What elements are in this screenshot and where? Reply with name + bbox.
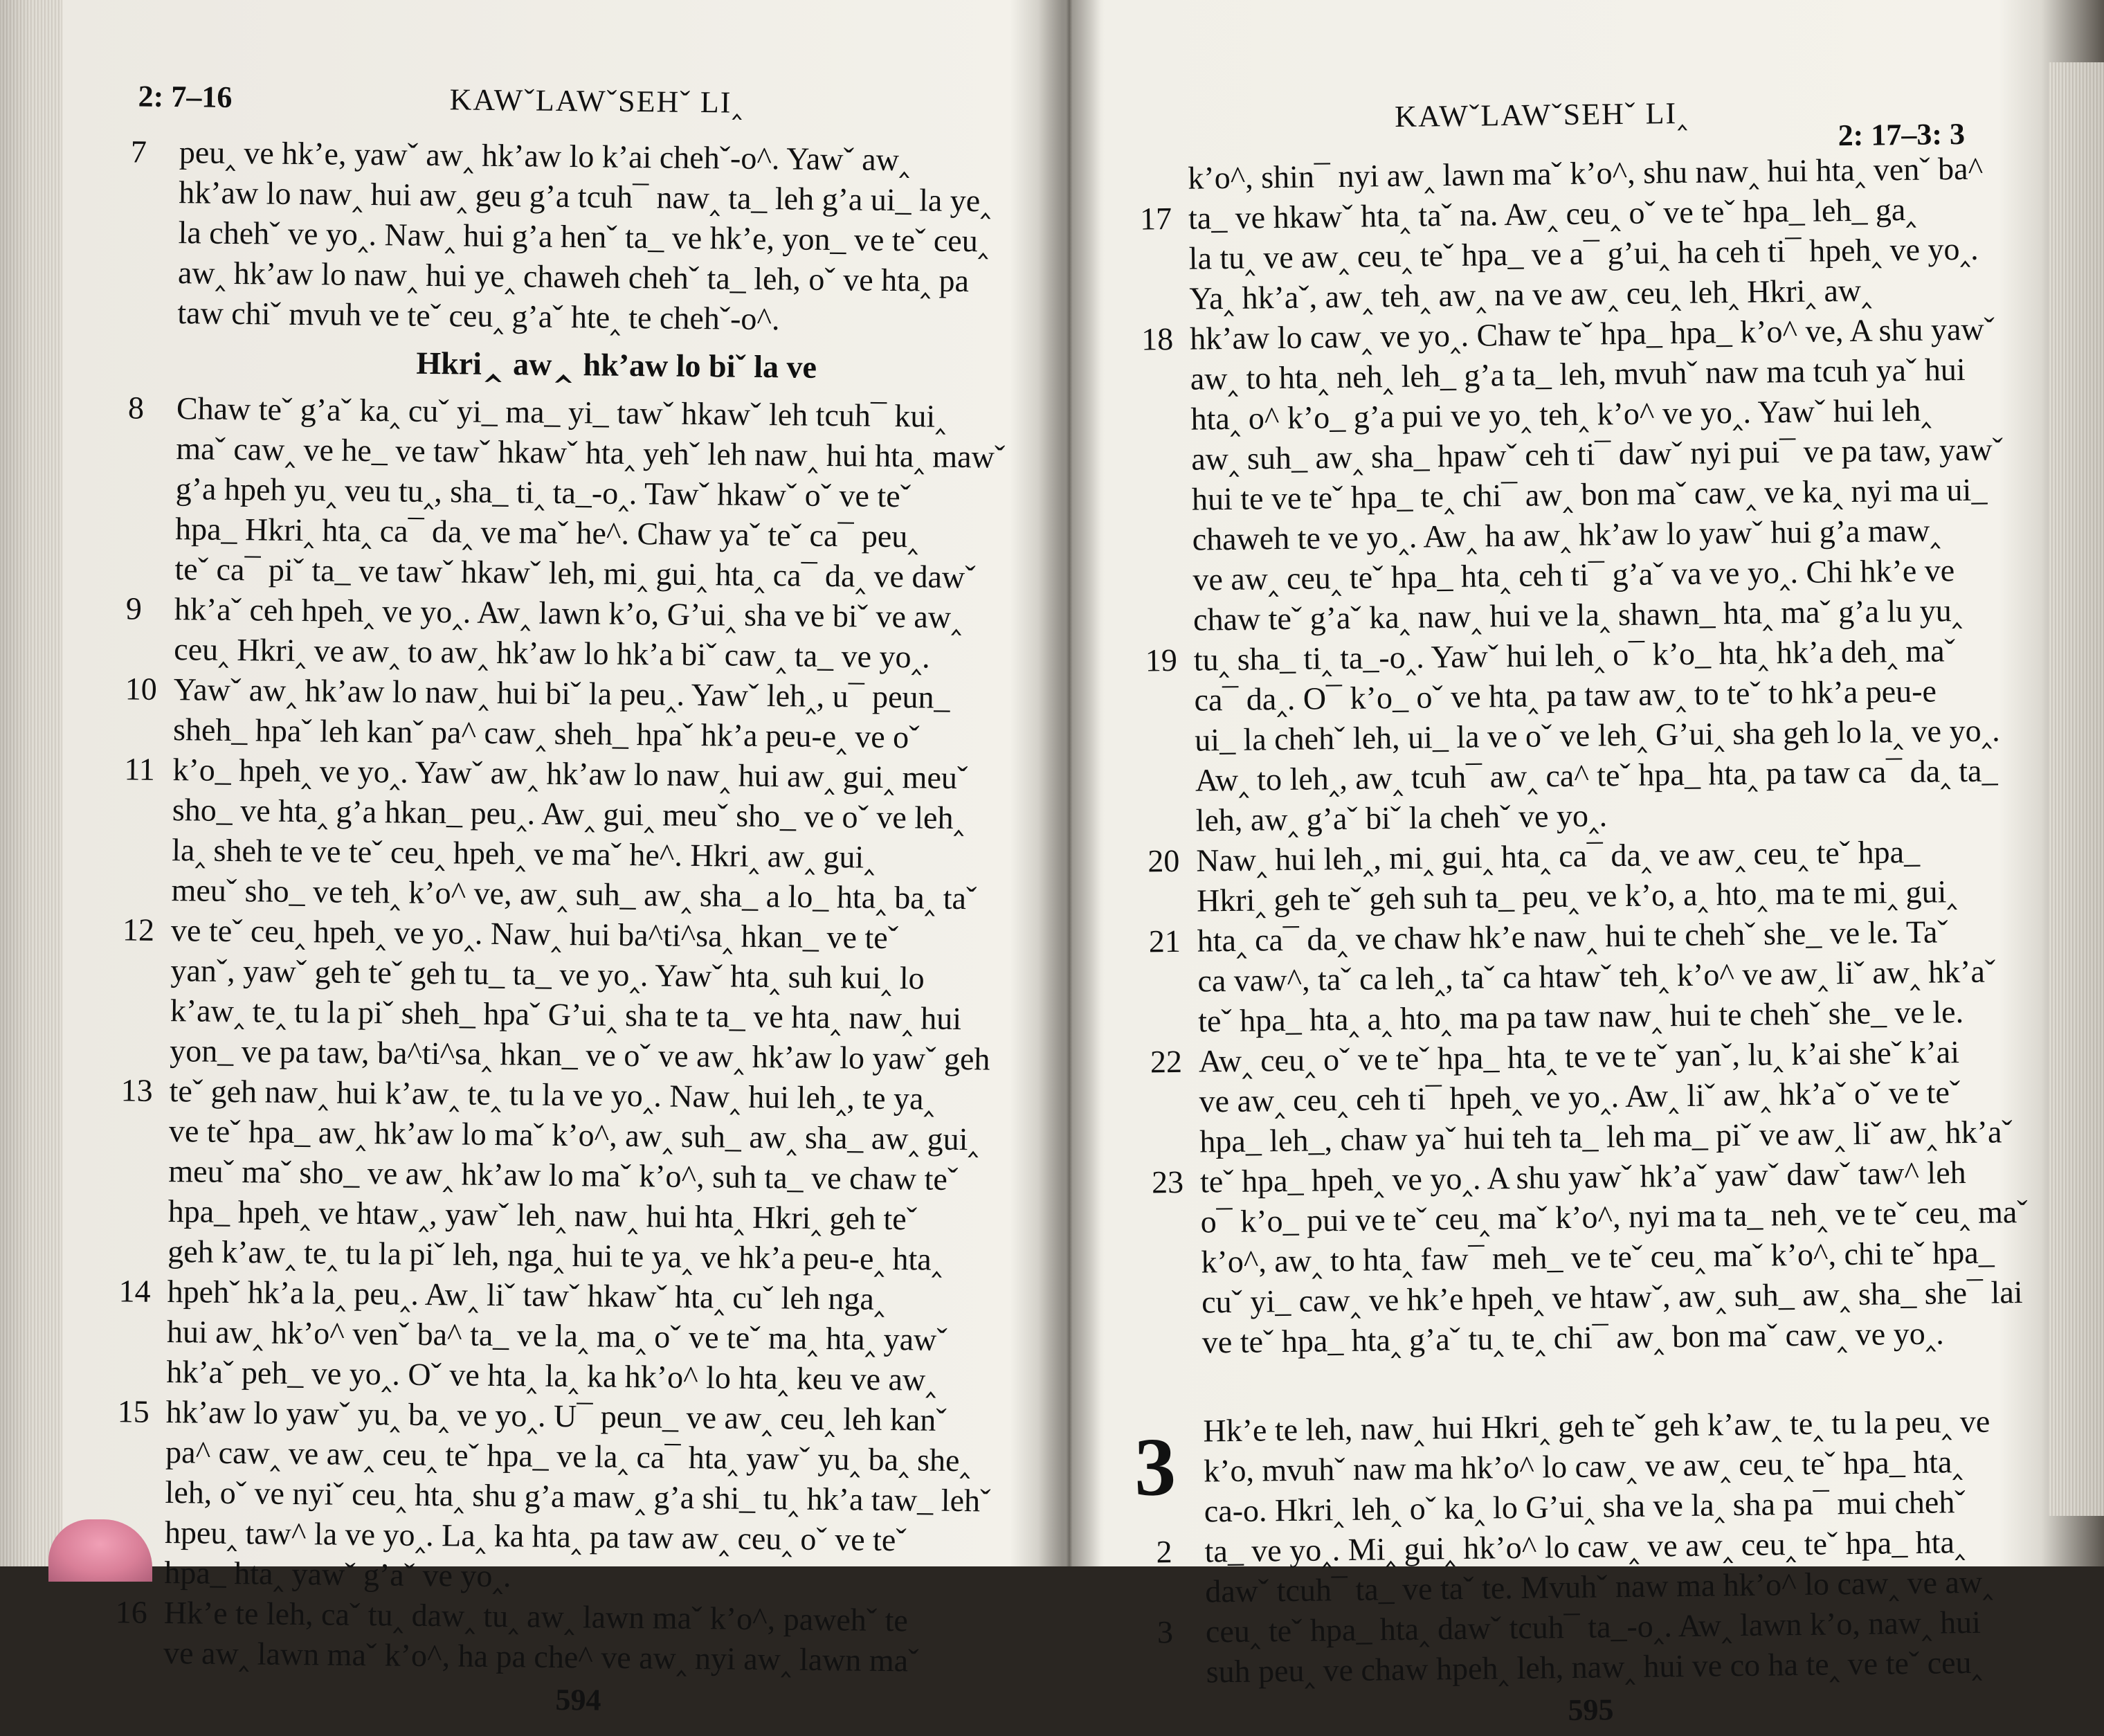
line-text: Hk’e te leh, naw‸ hui Hkri‸ geh teˇ geh k’aw‸ te‸ tu la peu‸ ve xyxy=(1203,1403,1990,1449)
verse-number: 15 xyxy=(117,1393,150,1429)
left-page xyxy=(87,76,1059,1725)
line-text: sheh_ hpaˇ leh kanˇ pa^ caw‸ sheh_ hpaˇ hk’a peu-e‸ ve oˇ xyxy=(172,712,920,755)
right-page-header xyxy=(1111,93,2032,152)
line-text: k’o^, shin¯ nyi aw‸ lawn maˇ k’o^, shu naw‸ hui hta‸ venˇ ba^ xyxy=(1188,150,1984,196)
line-text: teˇ ca¯ piˇ ta_ ve tawˇ hkawˇ leh, mi‸ gui‸ hta‸ ca¯ da‸ ve dawˇ xyxy=(174,551,976,595)
line-text: Hkri‸ geh teˇ geh suh ta_ peu‸ ve k’o, a‸ hto‸ ma te mi‸ gui‸ xyxy=(1196,874,1958,919)
line-text: maˇ caw‸ ve he_ ve tawˇ hkawˇ hta‸ yehˇ leh naw‸ hui hta‸ mawˇ xyxy=(176,431,1006,475)
left-text-block-2 xyxy=(87,388,1055,1682)
line-text: ve teˇ ceu‸ hpeh‸ ve yo‸. Naw‸ hui ba^ti^sa‸ hkan_ ve teˇ xyxy=(170,912,899,956)
chapter-3-block xyxy=(1127,1401,2051,1693)
line-text: hk’aw lo naw‸ hui aw‸ geu g’a tcuh¯ naw‸ ta_ leh g’a ui_ la ye‸ xyxy=(178,174,992,219)
line-text: ceu‸ Hkri‸ ve aw‸ to aw‸ hk’aw lo hk’a biˇ caw‸ ta_ ve yo‸. xyxy=(174,631,930,675)
line-text: k’o^, aw‸ to hta‸ faw¯ meh_ ve teˇ ceu‸ maˇ k’o^, chi teˇ hpa_ xyxy=(1201,1234,1995,1280)
line-text: la‸ sheh te ve teˇ ceu‸ hpeh‸ ve maˇ he^. Hkri‸ aw‸ gui‸ xyxy=(172,832,876,875)
line-text: chaw teˇ g’aˇ ka‸ naw‸ hui ve la‸ shawn_ hta‸ maˇ g’a lu yu‸ xyxy=(1192,593,1963,638)
line-text: hk’aw lo caw‸ ve yo‸. Chaw teˇ hpa_ hpa_ k’o^ ve, A shu yawˇ xyxy=(1189,311,1995,356)
line-text: Hk’e te leh, caˇ tu‸ daw‸ tu‸ aw‸ lawn maˇ k’o^, pawehˇ te xyxy=(163,1595,909,1638)
right-text-block-chapter-3 xyxy=(1127,1401,2051,1693)
line-text: ve aw‸ lawn maˇ k’o^, ha pa che^ ve aw‸ nyi aw‸ lawn maˇ xyxy=(163,1635,919,1679)
line-text: hk’aˇ ceh hpeh‸ ve yo‸. Aw‸ lawn k’o, G’ui‸ sha ve biˇ ve aw‸ xyxy=(174,591,962,635)
verse-number: 7 xyxy=(130,134,147,170)
line-text: k’aw‸ te‸ tu la piˇ sheh_ hpaˇ G’ui‸ sha te ta_ ve hta‸ naw‸ hui xyxy=(170,993,962,1037)
line-text: ve teˇ hpa_ aw‸ hk’aw lo maˇ k’o^, aw‸ suh_ aw‸ sha_ aw‸ gui‸ xyxy=(168,1113,979,1157)
line-text: leh, oˇ ve nyiˇ ceu‸ hta‸ shu g’a maw‸ g’a shi_ tu‸ hk’a taw_ lehˇ xyxy=(165,1474,991,1519)
line-text: tu‸ sha_ ti‸ ta_-o‸. Yawˇ hui leh‸ o¯ k’o_ hta‸ hk’a deh‸ maˇ xyxy=(1193,633,1956,678)
line-text: geh k’aw‸ te‸ tu la piˇ leh, nga‸ hui te ya‸ ve hk’a peu-e‸ hta‸ xyxy=(167,1233,943,1277)
verse-number: 23 xyxy=(1151,1164,1184,1200)
right-running-title: KAWˇLAWˇSEHˇ LI‸ xyxy=(1394,96,1689,134)
line-text: cuˇ yi_ caw‸ ve hk’e hpeh‸ ve htawˇ, aw‸ suh_ aw‸ sha_ she¯ lai xyxy=(1201,1274,2023,1320)
verse-number: 19 xyxy=(1145,642,1178,678)
line-text: o¯ k’o_ pui ve teˇ ceu‸ maˇ k’o^, nyi ma ta_ neh‸ ve teˇ ceu‸ maˇ xyxy=(1200,1193,2028,1240)
verse-number: 13 xyxy=(120,1072,153,1108)
verse-number: 22 xyxy=(1150,1043,1183,1080)
right-page xyxy=(1111,93,2051,1736)
verse-number: 16 xyxy=(115,1594,148,1630)
left-chapter-reference: 2: 7–16 xyxy=(138,79,233,114)
verse-number: 10 xyxy=(125,671,158,707)
line-text: yon_ ve pa taw, ba^ti^sa‸ hkan_ ve oˇ ve aw‸ hk’aw lo yawˇ geh xyxy=(169,1033,990,1077)
line-text: hpa_ Hkri‸ hta‸ ca¯ da‸ ve maˇ he^. Chaw yaˇ teˇ ca¯ peu‸ xyxy=(174,511,919,554)
line-text: ca vaw^, taˇ ca leh‸, taˇ ca htawˇ teh‸ k’o^ ve aw‸ liˇ aw‸ hk’aˇ xyxy=(1197,953,1996,999)
chapter-number: 3 xyxy=(1134,1420,1177,1513)
left-running-title: KAWˇLAWˇSEHˇ LI‸ xyxy=(449,82,744,120)
line-text: g’a hpeh yu‸ veu tu‸, sha_ ti‸ ta_-o‸. Tawˇ hkawˇ oˇ ve teˇ xyxy=(175,471,912,514)
line-text: teˇ geh naw‸ hui k’aw‸ te‸ tu la ve yo‸. Naw‸ hui leh‸, te ya‸ xyxy=(169,1073,935,1116)
line-text: Chaw teˇ g’aˇ ka‸ cuˇ yi_ ma_ yi_ tawˇ hkawˇ leh tcuh¯ kui‸ xyxy=(176,390,947,434)
line-text: leh, aw‸ g’aˇ biˇ la chehˇ ve yo‸. xyxy=(1195,797,1608,838)
right-page-edges xyxy=(2049,62,2104,1516)
line-text: k’o, mvuhˇ naw ma hk’o^ lo caw‸ ve aw‸ ceu‸ teˇ hpa_ hta‸ xyxy=(1203,1444,1964,1489)
line-text: hk’aw lo yawˇ yu‸ ba‸ ve yo‸. U¯ peun_ ve aw‸ ceu‸ leh kanˇ xyxy=(165,1394,947,1438)
line-text: Naw‸ hui leh‸, mi‸ gui‸ hta‸ ca¯ da‸ ve aw‸ ceu‸ teˇ hpa_ xyxy=(1196,833,1921,878)
line-text: ta_ ve hkawˇ hta‸ taˇ na. Aw‸ ceu‸ oˇ ve teˇ hpa_ leh_ ga‸ xyxy=(1188,191,1917,236)
verse-number: 2 xyxy=(1156,1534,1172,1570)
line-text: Aw‸ to leh‸, aw‸ tcuh¯ aw‸ ca^ teˇ hpa_ hta‸ pa taw ca¯ da‸ ta_ xyxy=(1195,752,1998,798)
right-text-block-chapter-2 xyxy=(1112,148,2047,1364)
line-text: hui aw‸ hk’o^ venˇ ba^ ta_ ve la‸ ma‸ oˇ ve teˇ ma‸ hta‸ yawˇ xyxy=(166,1314,947,1357)
line-text: hpa_ leh_, chaw yaˇ hui teh ta_ leh ma_ piˇ ve aw‸ liˇ aw‸ hk’aˇ xyxy=(1199,1114,2013,1159)
left-page-edges xyxy=(0,0,62,1566)
line-text: ta_ ve yo‸. Mi‸ gui‸ hk’o^ lo caw‸ ve aw‸ ceu‸ teˇ hpa_ hta‸ xyxy=(1204,1524,1966,1569)
line-text: hk’aˇ peh_ ve yo‸. Oˇ ve hta‸ la‸ ka hk’o^ lo hta‸ keu ve aw‸ xyxy=(166,1354,937,1398)
line-text: Ya‸ hk’aˇ, aw‸ teh‸ aw‸ na ve aw‸ ceu‸ leh‸ Hkri‸ aw‸ xyxy=(1189,272,1872,316)
line-text: ca¯ da‸. O¯ k’o_ oˇ ve hta‸ pa taw aw‸ to teˇ to hk’a peu-e xyxy=(1194,673,1937,718)
verse-number: 20 xyxy=(1148,842,1180,879)
verse-number: 8 xyxy=(127,390,145,426)
line-text: Aw‸ ceu‸ oˇ ve teˇ hpa_ hta‸ te ve teˇ yanˇ, lu‸ k’ai sheˇ k’ai xyxy=(1198,1034,1960,1079)
line-text: chaweh te ve yo‸. Aw‸ ha aw‸ hk’aw lo yawˇ hui g’a maw‸ xyxy=(1192,512,1941,557)
left-text-block-1 xyxy=(101,132,1058,342)
left-page-header xyxy=(103,76,1059,134)
verse-number: 21 xyxy=(1148,923,1181,959)
line-text: ve teˇ hpa_ hta‸ g’aˇ tu‸ te‸ chi¯ aw‸ bon maˇ caw‸ ve yo‸. xyxy=(1201,1315,1945,1360)
line-text: ceu‸ teˇ hpa_ hta‸ dawˇ tcuh¯ ta_-o‸. Aw‸ lawn k’o, naw‸ hui xyxy=(1205,1604,1981,1649)
line-text: hpehˇ hk’a la‸ peu‸. Aw‸ liˇ tawˇ hkawˇ hta‸ cuˇ leh nga‸ xyxy=(167,1274,885,1317)
line-text: ve aw‸ ceu‸ teˇ hpa_ hta‸ ceh ti¯ g’aˇ va ve yo‸. Chi hk’e ve xyxy=(1192,552,1955,597)
line-text: aw‸ suh_ aw‸ sha_ hpawˇ ceh ti¯ dawˇ nyi pui¯ ve pa taw, yawˇ xyxy=(1190,431,2004,477)
line-text: teˇ hpa_ hpeh‸ ve yo‸. A shu yawˇ hk’aˇ yawˇ dawˇ taw^ leh xyxy=(1199,1155,1966,1200)
verse-number: 11 xyxy=(124,751,156,787)
line-text: suh peu‸ ve chaw hpeh‸ leh, naw‸ hui ve co ha te‸ ve teˇ ceu‸ xyxy=(1206,1644,1983,1690)
line-text: yanˇ, yawˇ geh teˇ geh tu_ ta_ ve yo‸. Yawˇ hta‸ suh kui‸ lo xyxy=(170,952,925,996)
line-text: ve aw‸ ceu‸ ceh ti¯ hpeh‸ ve yo‸. Aw‸ liˇ aw‸ hk’aˇ oˇ ve teˇ xyxy=(1199,1074,1961,1119)
line-text: aw‸ hk’aw lo naw‸ hui ye‸ chaweh chehˇ ta_ leh, oˇ ve hta‸ pa xyxy=(177,255,970,299)
line-text: hpeu‸ taw^ la ve yo‸. La‸ ka hta‸ pa taw aw‸ ceu‸ oˇ ve teˇ xyxy=(164,1515,907,1558)
line-text: hpa_ hpeh‸ ve htaw‸, yawˇ leh‸ naw‸ hui hta‸ Hkri‸ geh teˇ xyxy=(167,1193,918,1237)
line-text: Yawˇ aw‸ hk’aw lo naw‸ hui biˇ la peu‸. Yawˇ leh‸, u¯ peun_ xyxy=(173,671,950,715)
line-text: la tu‸ ve aw‸ ceu‸ teˇ hpa_ ve a¯ g’ui‸ ha ceh ti¯ hpeh‸ ve yo‸. xyxy=(1188,230,1979,276)
verse-number: 17 xyxy=(1139,200,1172,237)
right-page-number: 595 xyxy=(1568,1692,1614,1728)
line-text: hta‸ ca¯ da‸ ve chaw hk’e naw‸ hui te chehˇ she_ ve le. Taˇ xyxy=(1197,914,1948,959)
line-text: hta‸ o^ k’o_ g’a pui ve yo‸ teh‸ k’o^ ve yo‸. Yawˇ hui leh‸ xyxy=(1190,392,1932,437)
line-text: hui te ve teˇ hpa_ te‸ chi¯ aw‸ bon maˇ caw‸ ve ka‸ nyi ma ui_ xyxy=(1191,471,1988,517)
line-text: la chehˇ ve yo‸. Naw‸ hui g’a henˇ ta_ ve hk’e, yon_ ve teˇ ceu‸ xyxy=(178,215,989,259)
line-text: ca-o. Hkri‸ leh‸ oˇ ka‸ lo G’ui‸ sha ve la‸ sha pa¯ mui chehˇ xyxy=(1204,1484,1966,1529)
line-text: pa^ caw‸ ve aw‸ ceu‸ teˇ hpa_ ve la‸ ca¯ hta‸ yawˇ yu‸ ba‸ she‸ xyxy=(165,1434,971,1479)
line-text: meuˇ maˇ sho_ ve aw‸ hk’aw lo maˇ k’o^, suh ta_ ve chaw teˇ xyxy=(168,1153,959,1197)
line-text: sho_ ve hta‸ g’a hkan_ peu‸. Aw‸ gui‸ meuˇ sho_ ve oˇ ve leh‸ xyxy=(172,792,965,836)
line-text: peu‸ ve hk’e, yawˇ aw‸ hk’aw lo k’ai chehˇ-o^. Yawˇ aw‸ xyxy=(179,134,910,178)
left-page-number: 594 xyxy=(555,1682,601,1717)
verse-number: 12 xyxy=(122,912,155,948)
verse-number: 18 xyxy=(1141,320,1174,357)
line-text: taw chiˇ mvuh ve teˇ ceu‸ g’aˇ hte‸ te chehˇ-o^. xyxy=(177,295,780,337)
line-text: aw‸ to hta‸ neh‸ leh_ g’a ta_ leh, mvuhˇ naw ma tcuh yaˇ hui xyxy=(1190,351,1966,397)
right-chapter-reference: 2: 17–3: 3 xyxy=(1838,116,1966,153)
line-text: teˇ hpa_ hta‸ a‸ hto‸ ma pa taw naw‸ hui te chehˇ she_ ve le. xyxy=(1197,994,1964,1039)
line-text: dawˇ tcuh¯ ta_ ve taˇ te. Mvuhˇ naw ma hk’o^ lo caw‸ ve aw‸ xyxy=(1204,1564,1993,1609)
verse-number: 3 xyxy=(1157,1614,1174,1650)
section-heading: Hkri‸ aw‸ hk’aw lo biˇ la ve xyxy=(416,345,817,385)
verse-number: 9 xyxy=(125,590,143,626)
line-text: hpa_ hta‸ yawˇ g’aˇ ve yo‸. xyxy=(164,1555,511,1594)
line-text: meuˇ sho_ ve teh‸ k’o^ ve, aw‸ suh_ aw‸ sha_ a lo_ hta‸ ba‸ taˇ xyxy=(171,872,977,916)
verse-number: 14 xyxy=(118,1273,151,1309)
line-text: ui_ la chehˇ leh, ui_ la ve oˇ ve leh‸ G’ui‸ sha geh lo la‸ ve yo‸. xyxy=(1194,712,2000,758)
line-text: k’o_ hpeh‸ ve yo‸. Yawˇ aw‸ hk’aw lo naw‸ hui aw‸ gui‸ meuˇ xyxy=(172,752,968,796)
